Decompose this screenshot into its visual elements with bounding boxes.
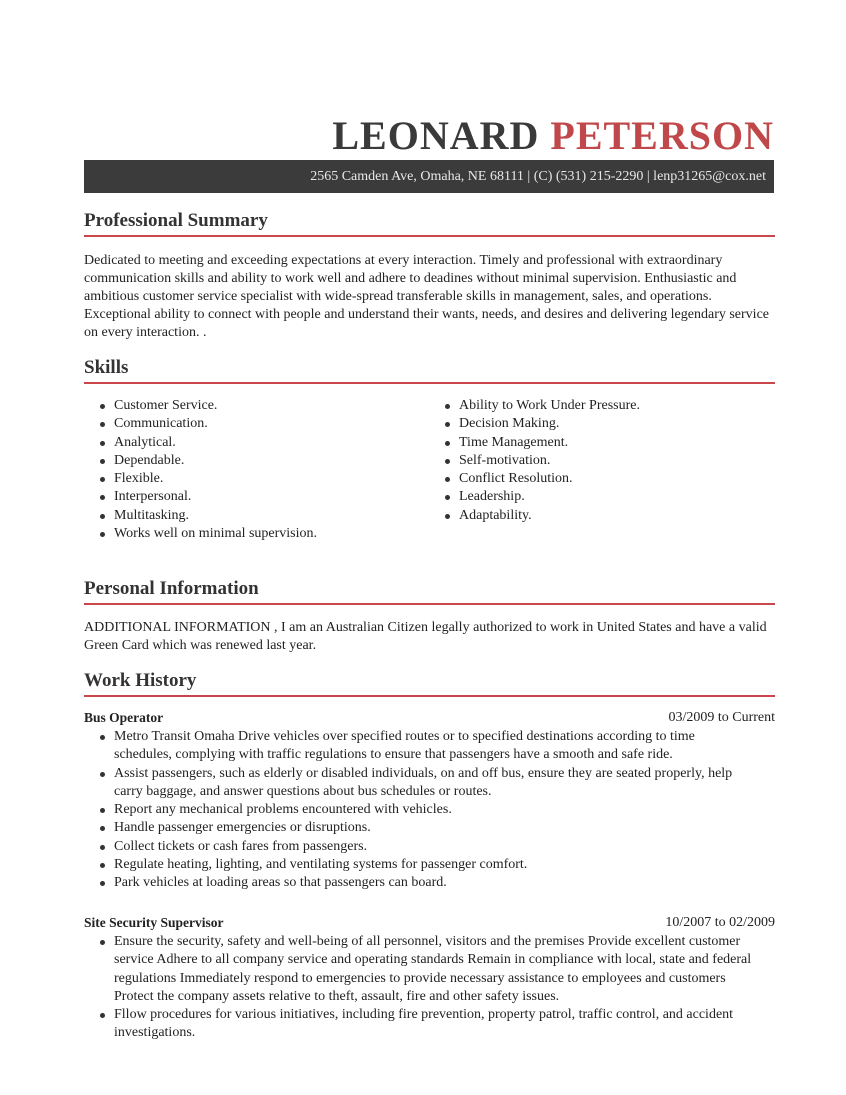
job-dates: 03/2009 to Current xyxy=(668,710,775,725)
skills-right-column xyxy=(429,397,759,525)
list-item: Analytical. xyxy=(84,434,414,452)
list-item: Adaptability. xyxy=(429,507,759,525)
skills-left-column xyxy=(84,397,414,543)
job-header xyxy=(84,710,775,727)
list-item: Decision Making. xyxy=(429,415,759,433)
job-title: Bus Operator xyxy=(84,710,164,725)
list-item: Self-motivation. xyxy=(429,452,759,470)
list-item: Interpersonal. xyxy=(84,488,414,506)
list-item: Time Management. xyxy=(429,434,759,452)
list-item: Conflict Resolution. xyxy=(429,470,759,488)
list-item: Leadership. xyxy=(429,488,759,506)
list-item: Park vehicles at loading areas so that passengers can board. xyxy=(84,874,756,892)
list-item: Multitasking. xyxy=(84,507,414,525)
list-item: Works well on minimal supervision. xyxy=(84,525,414,543)
section-title-summary: Professional Summary xyxy=(84,210,775,237)
job-dates: 10/2007 to 02/2009 xyxy=(665,915,775,930)
candidate-name xyxy=(332,112,774,159)
skills-list-right xyxy=(429,397,759,525)
list-item: Ensure the security, safety and well-being of all personnel, visitors and the premises Provide excellent customer service Adhere to all company service and operating standards Remain in compliance with local, state and federal regulations Immediately respond to emergencies to provide necessary assistance to employees and customers Protect the company assets relative to theft, assault, fire and other safety issues. xyxy=(84,933,756,1006)
personal-text: ADDITIONAL INFORMATION , I am an Australian Citizen legally authorized to work in United States and have a valid Green Card which was renewed last year. xyxy=(84,620,767,653)
list-item: Flexible. xyxy=(84,470,414,488)
skills-list-left xyxy=(84,397,414,543)
summary-text: Dedicated to meeting and exceeding expectations at every interaction. Timely and professional with extraordinary communication skills and ability to work well and adhere to deadines without minimal supervision. Enthusiastic and ambitious customer service specialist with wide-spread transferable skills in management, sales, and operations. Exceptional ability to connect with people and understand their wants, needs, and desires and delivering legendary service on every interaction. . xyxy=(84,253,769,340)
list-item: Handle passenger emergencies or disruptions. xyxy=(84,819,756,837)
list-item: Customer Service. xyxy=(84,397,414,415)
contact-bar xyxy=(84,160,774,193)
job-duties-list xyxy=(84,933,756,1043)
section-title-personal: Personal Information xyxy=(84,578,775,605)
contact-info: 2565 Camden Ave, Omaha, NE 68111 | (C) (531) 215-2290 | lenp31265@cox.net xyxy=(310,168,766,184)
job-duties xyxy=(84,728,756,893)
list-item: Collect tickets or cash fares from passengers. xyxy=(84,838,756,856)
section-title-skills: Skills xyxy=(84,357,775,384)
list-item: Dependable. xyxy=(84,452,414,470)
job-header xyxy=(84,915,775,932)
job-title: Site Security Supervisor xyxy=(84,915,224,930)
list-item: Report any mechanical problems encountered with vehicles. xyxy=(84,801,756,819)
first-name: LEONARD xyxy=(332,113,540,158)
job-duties xyxy=(84,933,756,1043)
list-item: Assist passengers, such as elderly or disabled individuals, on and off bus, ensure they are seated properly, help carry baggage, and answer questions about bus schedules or routes. xyxy=(84,765,756,802)
list-item: Ability to Work Under Pressure. xyxy=(429,397,759,415)
job-duties-list xyxy=(84,728,756,893)
list-item: Fllow procedures for various initiatives, including fire prevention, property patrol, traffic control, and accident investigations. xyxy=(84,1006,756,1043)
list-item: Regulate heating, lighting, and ventilating systems for passenger comfort. xyxy=(84,856,756,874)
list-item: Communication. xyxy=(84,415,414,433)
section-title-work: Work History xyxy=(84,670,775,697)
last-name: PETERSON xyxy=(550,113,774,158)
list-item: Metro Transit Omaha Drive vehicles over specified routes or to specified destinations according to time schedules, complying with traffic regulations to ensure that passengers have a smooth and safe ride. xyxy=(84,728,756,765)
